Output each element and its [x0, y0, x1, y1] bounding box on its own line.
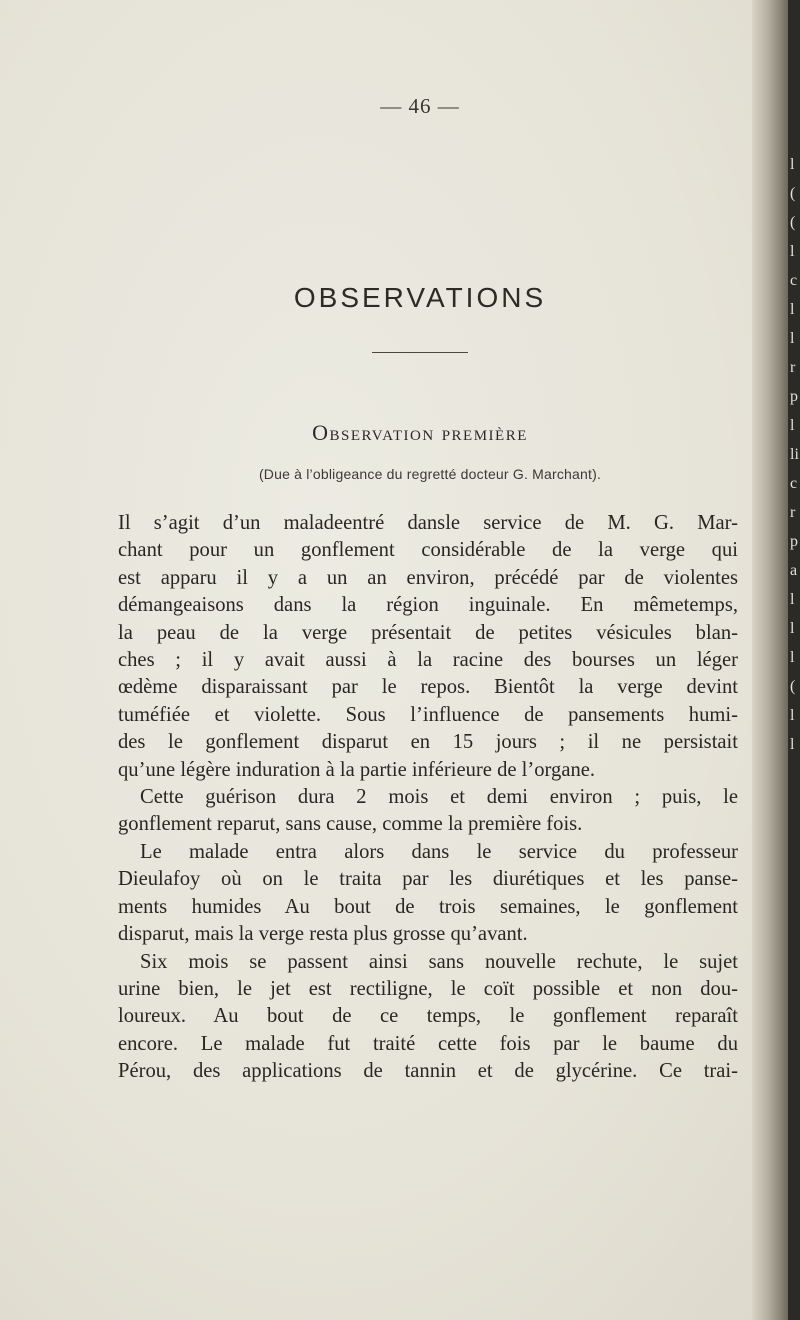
section-heading: OBSERVATIONS	[293, 282, 547, 313]
body-line: Pérou, des applications de tannin et de glycérine. Ce trai-	[118, 1060, 738, 1083]
heading-divider	[372, 352, 468, 353]
bleed-letter: c	[790, 475, 798, 492]
bleed-letter: l	[790, 417, 795, 434]
page-number: — 46 —	[380, 94, 460, 118]
body-line: loureux. Au bout de ce temps, le gonflement reparaît	[118, 1005, 738, 1028]
body-line: Il s’agit d’un maladeentré dansle service de M. G. Mar-	[118, 512, 738, 534]
bleed-letter: (	[790, 678, 796, 695]
body-line: la peau de la verge présentait de petites vésicules blan-	[118, 621, 738, 644]
body-line: œdème disparaissant par le repos. Bientôt la verge devint	[118, 676, 738, 699]
body-line: démangeaisons dans la région inguinale. En mêmetemps,	[118, 594, 738, 617]
body-line: chant pour un gonflement considérable de la verge qui	[118, 539, 738, 562]
observation-credit: (Due à l’obligeance du regretté docteur G. Marchant).	[258, 466, 602, 482]
bleed-letter: l	[790, 707, 795, 724]
bleed-letter: p	[790, 533, 798, 550]
body-line: disparut, mais la verge resta plus grosse qu’avant.	[118, 923, 528, 946]
bleed-letter: (	[790, 214, 796, 231]
observation-body	[118, 510, 738, 1086]
facing-page-bleed	[790, 150, 800, 759]
body-line: gonflement reparut, sans cause, comme la première fois.	[118, 813, 583, 836]
bleed-letter: a	[790, 562, 798, 579]
body-line: qu’une légère induration à la partie inférieure de l’organe.	[118, 758, 596, 781]
bleed-letter: l	[790, 243, 795, 260]
bleed-letter: l	[790, 156, 795, 173]
body-line: Le malade entra alors dans le service du professeur	[140, 840, 738, 863]
body-line: encore. Le malade fut traité cette fois par le baume du	[118, 1032, 738, 1055]
body-line: Dieulafoy où on le traita par les diurétiques et les panse-	[118, 868, 738, 891]
body-line: ches ; il y avait aussi à la racine des bourses un léger	[118, 649, 738, 672]
bleed-letter: l	[790, 620, 795, 637]
observation-title: Observation première	[312, 420, 528, 445]
bleed-letter: l	[790, 301, 795, 318]
body-line: Cette guérison dura 2 mois et demi environ ; puis, le	[140, 786, 738, 809]
body-line: tuméfiée et violette. Sous l’influence de pansements humi-	[118, 703, 738, 726]
body-line: est apparu il y a un an environ, précédé par de violentes	[118, 566, 738, 589]
bleed-letter: r	[790, 504, 796, 521]
bleed-letter: l	[790, 736, 795, 753]
body-line: ments humides Au bout de trois semaines, le gonflement	[118, 895, 738, 918]
bleed-letter: l	[790, 591, 795, 608]
bleed-letter: li	[790, 446, 799, 463]
bleed-letter: l	[790, 330, 795, 347]
body-line: Six mois se passent ainsi sans nouvelle rechute, le sujet	[140, 950, 738, 973]
bleed-letter: l	[790, 649, 795, 666]
body-line: urine bien, le jet est rectiligne, le coït possible et non dou-	[118, 977, 738, 1000]
bleed-letter: r	[790, 359, 796, 376]
bleed-letter: c	[790, 272, 798, 289]
bleed-letter: (	[790, 185, 796, 202]
body-line: des le gonflement disparut en 15 jours ; il ne persistait	[118, 731, 738, 754]
bleed-letter: p	[790, 388, 798, 405]
